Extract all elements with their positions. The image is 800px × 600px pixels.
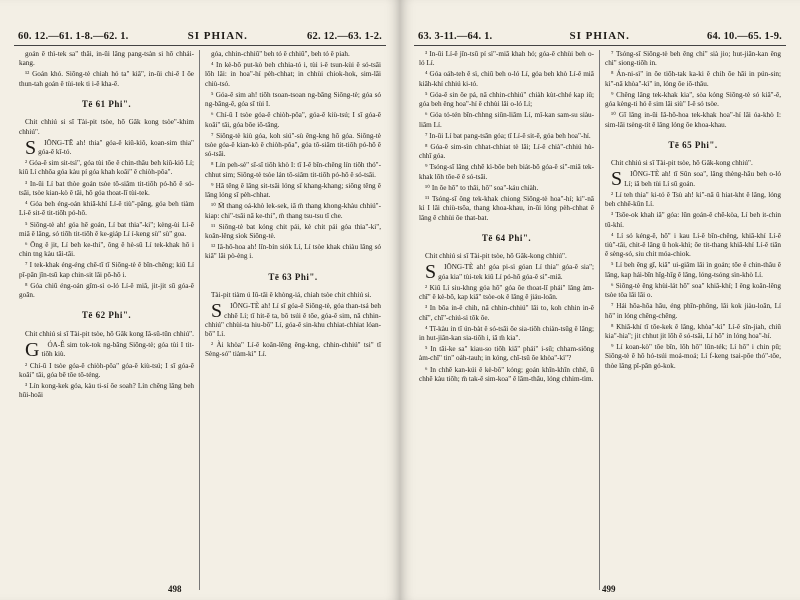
right-page-header (414, 30, 786, 46)
verse: ⁵ Lí beh êng gī, kiâ" ui-giâm lâi ìn goán; tōe ê chin-thâu ê lâng, kap hái-bīn hīg-hīg ê lâng, lóng-tsóng sìn-khò Lí. (605, 261, 781, 279)
verse: IŌNG-TÈ ah! Lí sī góa-ê Siōng-tè, góa than-tsá beh chhē Lí; tī hit-ē ta, bô tsúi ê tōe, góa-ê sim, nā chhin-chhiú" chhùi-ta hiu-bō" Lí, góa-ê sin-khu chhiat-chhiat lóan-bō" Lí. (205, 302, 381, 338)
verse: ⁸ Án-ni-sì" in ōe tiōh-tak ka-ki ê chih ōe hāi in pún-sin; kì"-nā khòa"-kì" in, lóng ōe iō-thâu. (605, 70, 781, 88)
left-column-1 (14, 50, 200, 590)
drop-cap: S (25, 136, 37, 159)
verse: ³ In-ūi Lí-ê jîn-tsū pí sì"-miā khah hó; góa-ê chhùi beh o-ló Lí. (419, 50, 594, 68)
verse: ⁸ Khiā-khí tī tōe-kek ê lâng, khòa"-kì" Lí-ê sîn-jiah, chiū kia"-hia"; jit chhut jit lōh ê só-tsāi, Lí hō" in lóng hoa"-hí. (605, 322, 781, 340)
chapter-heading: Tē 64 Phi". (481, 232, 532, 243)
verse: ⁵ Góa-ê sim ah! tiōh tsoan-tsoan ng-bāng Siōng-tè; góa só ng-bāng-ê, góa sī tùi I. (205, 90, 381, 109)
verse: ⁴ Tī-kàu in tī ún-bàt ê só-tsāi ōe sia-tiōh chiàn-tsūg ê lâng; in hut-jiân-kan sia-tiōh i, iā m̄ kia". (419, 324, 594, 342)
header-verse-range-right: 62. 12.—63. 1-2. (307, 31, 382, 42)
psalm-superscription: Chit chhiú si sī Tài-pit tsòe, hō Gâk-kong chhiú". (425, 252, 567, 261)
verse: ¹⁰ M̄ thang oá-khò lek-sek, iā m̄ thang khong-khàu chhiú"-kiap: chi"-tsâi nā ke-thi", m̄ thang tsu-tsu tī che. (205, 202, 381, 220)
drop-cap: S (211, 300, 223, 323)
verse: ² Góa-ê sim sit-tsì", góa tùi tōe ê chin-thâu beh kiû-kiô Lí; kiû Lí chhōa góa kàu pí góa khah koâi" ê chiòh-pôa". (19, 159, 194, 177)
verse: IŌNG-TĒ ah! thia" góa-ê kiû-kiô, koan-sim thia" góa-ê kî-tó. (38, 138, 194, 157)
chapter-heading: Tē 61 Phi". (81, 98, 132, 109)
verse: ⁹ Tsóng-sī lâng chhē kì-bōe beh biát-bō góa-ê sì"-miā tek-khak lōh tōe-ē ê só-tsāi. (419, 163, 594, 181)
right-page (400, 0, 800, 600)
verse: ⁷ In-ūi Lí bat pang-tsān góa; tī Lí-ê sit-ē, góa beh hoa"-hí. (425, 131, 591, 140)
verse: ¹² Goán khó. Siōng-tè chiah hó ta" kiâ", in-ūi chi-ē I ōe thun-tah goán ê tùi-tek ti i-ē kha-ē. (19, 70, 194, 88)
verse: ² Lí teh thia" ki-tó ê Tsù ah! ki"-nā ū hiat-kht ê lâng, lóng beh chhē-kūn Lí. (605, 190, 781, 209)
drop-cap: S (611, 168, 623, 191)
verse: ⁸ Góa chiū éng-oán gîm-sì o-ló Lí-ê miâ, jit-jit sū góa-ê goān. (19, 281, 194, 300)
verse: ⁴ Góa beh éng-oán khiā-khí Lí-ê tiù"-pâng, góa beh tiàm Lí-ê sit-ē tit-tiōh pó-hō. (19, 200, 194, 218)
verse: ¹² Iâ-hô-hoa ah! lîn-bín siók Lí, Lí tsòe khak chiàu lâng só kiâ" lâi pò-èng i. (205, 243, 381, 261)
verse: ¹⁰ In ōe hō" to thâi, hō" soa"-káu chiàh. (425, 183, 539, 192)
page-number: 498 (168, 584, 182, 594)
verse: ⁸ Lín peh-sè" sī-sī tiōh khò I: tī I-ê bīn-chêng lín tiōh thó"-chhut sim; Siōng-tè tsòe lán tō-siâm tit-tiōh pó-hō ê só-tsāi. (205, 161, 381, 179)
verse: ⁶ In chhē kan-kúi ê kè-bō" kóng; goán khīn-khīn chhē, ū chhē kàu tiōh; m̄ tak-ê sim-koa" ê lām-thâu, lóng chhim-tìm. (419, 365, 594, 383)
verse: ⁵ Góa-ê sin ōe pá, nā chhin-chhiú" chiàh kùt-chhé kap iû; góa beh êng hoa"-hí ê chhùi lâi o-ló Lí; (419, 90, 594, 109)
psalm-superscription: Chit chhiú si sī Tài-pit tsòe, hō Gâk-kong chhiú". (611, 159, 753, 168)
header-verse-range-left: 63. 3-11.—64. 1. (418, 31, 493, 42)
right-column-2 (600, 50, 786, 590)
verse-opening (605, 168, 781, 191)
verse-opening (205, 302, 381, 339)
verse: IŌNG-TÈ ah! tī Sûn soa", lâng thèng-hāu beh o-ló Lí; iā beh tùi Lí sū goán. (624, 170, 781, 188)
left-page-columns (14, 50, 386, 590)
verse: IŌNG-TÈ ah! góa pi-sì góan Lí thia" góa-ê sia"; góa kia" tùi-tek kiû Lí pó-hō góa-ê sì"-miā. (438, 263, 594, 281)
chapter-heading: Tē 62 Phi". (81, 310, 132, 321)
verse: ÓA-Ê sim tok-tok ng-bāng Siōng-tè; góa tùi I tit-tiōh kiù. (41, 341, 194, 359)
drop-cap: G (25, 339, 40, 362)
verse: ⁹ Lí koan-kò" tōe bīn, lōh hō" lūn-ték; Lí hō" i chin pū; Siōng-tè ê hô hó-tsúi moá-moá; Lí f-keng tsai-pōe thó"-tōe, thòe lâng pī-pān gó-kok. (605, 343, 781, 370)
verse: ⁴ Lí só kéng-ê, hō" i kau Lí-ê bīn-chêng, khiā-khí Lí-ê tiù"-tāi, chit-ê lâng ū hok-khì; ōe tit-thang khiā-khí Lí-ê tiān ê sèng-só, siu chit móa-chiok. (605, 231, 781, 259)
verse: ⁶ Chí-ū I tsòe góa-ê chiòh-pôa", góa-ê kiù-tsú; I sī góa-ê koâi" tâi, góa bōe iō-tāng. (205, 111, 381, 129)
verse: ² Chí-ū I tsòe góa-ê chiòh-pôa" góa-ê kiù-tsú; I sī góa-ê koâi" tâi, góa bē tōe tō-téng. (19, 361, 194, 379)
left-page-header (14, 30, 386, 46)
verse: ⁴ In kè-bō put-kò beh chhia-tó i, tùi i-ê tsun-kùi ê só-tsāi lōh lâi: in hoa"-hí pèh-chhat; in chhùi chiok-hok, sim-lāi chiù-tsó. (205, 61, 381, 88)
verse: ⁷ Hái hōa-hōa hāu, éng phīn-phōng, lâi kok jiàu-loān, Lí hō" in lóng chēng-chēng. (605, 302, 781, 320)
verse: goán ê thì-tek sa" thâi, in-ūi lâng pang-tsàn si hō chhái-kang. (19, 50, 194, 68)
verse: ⁶ Góa tó-tén bīn-chhng siūn-liām Lí, mî-kan sam-su siàu-liām Lí. (419, 111, 594, 129)
psalm-superscription: Chit chhiú si sī Tài-pit tsòe, hō Gâk kong Iâ-sū-tūn chhiú". (25, 329, 194, 338)
verse: ⁵ In tāi-ke sa" kiau-so tiōh kiâ" phái" i-sū; chham-siông àm-chī" tin" oáh-tauh; in kóng, chī-tsū ōe khòa"-kì"? (419, 345, 594, 363)
verse: ¹¹ Tsóng-sī ông tek-khak chiong Siōng-tè hoa"-hí; ki"-nā kì I lâi chiù-tsōa, thang khoa-khau, in-ūi lóng pèh-chhat ê lâng ê chhùi ōe that-bat. (419, 195, 594, 222)
header-verse-range-left: 60. 12.—61. 1-8.—62. 1. (18, 31, 129, 42)
verse: ⁹ Chêng lâng tek-khak kia", sòa kóng Siōng-tè só kiâ"-ê, góa kèng-ti hó ê sim lāi siù" I-ê só tsòe. (605, 90, 781, 109)
verse-opening (419, 261, 594, 284)
verse: ² Ài khòa" Lí-ê koân-lêng êng-kng, chhin-chhiú" tsi" tī Sèng-só" tiàm-kì" Lí. (205, 341, 381, 359)
chapter-heading: Tē 63 Phi". (268, 271, 318, 282)
left-column-2 (200, 50, 386, 590)
verse: ⁷ Siōng-tè kiù góa, koh siú"-sù êng-kng hō góa. Siōng-tè tsòe góa-ê kian-kò ê chiòh-pôa", góa tō-siâm tit-tiōh pó-hō ê só-tsāi. (205, 131, 381, 159)
verse: ³ In-ūi Lí bat thòe goán tsòe tō-siâm tit-tiōh pó-hō ê só-tsāi, tsòe kian-kò ê tâi, hō góa thoat-lī tùi-tek. (19, 179, 194, 197)
verse: ⁷ Tsóng-sī Siōng-tè beh êng chì" sià jio; hut-jiân-kan êng chì" siong-tiōh in. (605, 50, 781, 68)
verse-opening (19, 339, 194, 362)
verse: ³ Lín kong-kek góa, kàu ti-sí ōe soah? Lín chêng lâng beh hūi-hoāi (19, 381, 194, 400)
right-column-1 (414, 50, 600, 590)
header-verse-range-right: 64. 10.—65. 1-9. (707, 31, 782, 42)
header-book-title: SI PHIAN. (187, 30, 248, 42)
verse: ⁵ Siōng-tè ah! góa hē goán, Lí bat thia"-ki"; kèng-ùi Lí-ê miâ ê lâng, só tiōh tit-tiōh ê ke-giáp Lí í-keng sù" sù" goa. (19, 220, 194, 238)
verse: ³ In bōa in-ê chih, nā chhin-chhiú" lâi to, koh chhin in-ê chī", chī"-chiú-sì tōk ôe. (419, 304, 594, 322)
verse: ⁹ Hā têng ê lâng sit-tsāi lóng sī khang-khang; siōng têng ê lâng lóng sī pèh-chhat. (205, 181, 381, 200)
verse: ⁶ Siōng-tè êng khùi-lát hō" soa" khiā-khí; I êng koân-lêng tsòe tôa lâi lāi o. (605, 281, 781, 300)
verse: ¹⁰ Gī lâng in-ūi Iâ-hô-hoa tek-khak hoa"-hí lâi óa-khò I: sim-lāi tsèng-tít ê lâng lóng ōe khoa-khau. (605, 111, 781, 129)
drop-cap: S (425, 261, 437, 284)
verse: ² Kiû Lí siu-khng góa hō" góa ōe thoat-lī phái" lâng àm-chī" ê kè-bō, kap kiâ" tsòe-ok ê lâng ê jiáu-loān. (419, 283, 594, 302)
verse: ⁸ Góa-ê sim-sìn chhat-chhiat tè lâi; Lí-ê chià"-chhiú hù-chhī góa. (419, 142, 594, 161)
verse: góa, chhin-chhiū" beh tó ê chhiû", beh tó ê piah. (211, 50, 350, 58)
psalm-superscription: Chit chhiú si sī Tài-pit tsòe, hō Gâk kong tsòe"-khim chhiú". (19, 118, 194, 136)
header-book-title: SI PHIAN. (569, 30, 630, 42)
page-number: 499 (602, 584, 616, 594)
psalm-superscription: Tài-pit tiàm ú Iû-tāi ê khòng-iá, chiah tsòe chit chhiú si. (211, 291, 372, 300)
verse: ³ Tsōe-ok khah iâ" góa: lūn goán-ê chē-kòa, Lí beh it-chin tū-khí. (605, 211, 781, 229)
verse: ⁶ Ōng ê jit, Lí beh ke-thi", ông ê hè-sū Lí tek-khak hō i chin tng kàu tāi-tāi. (19, 241, 194, 259)
verse: ⁴ Góa oáh-teh ê sì, chiū beh o-ló Lí, góa beh khò Lí-ê miâ kiâh-khí chhiú ki-tó. (419, 70, 594, 88)
right-page-columns (414, 50, 786, 590)
chapter-heading: Tē 65 Phi". (668, 139, 718, 150)
verse: ¹¹ Siōng-tè bat kóng chit pái, kè chit pái góa thia"-ki", koân-lêng sìok Siōng-tè. (205, 222, 381, 240)
verse-opening (19, 136, 194, 159)
verse: ⁷ I tek-khak éng-éng chē-tī tī Siōng-tè ê bīn-chêng; kiû Lí pī-pān jîn-tsū kap chin-sit lâi pō-hō i. (19, 261, 194, 279)
